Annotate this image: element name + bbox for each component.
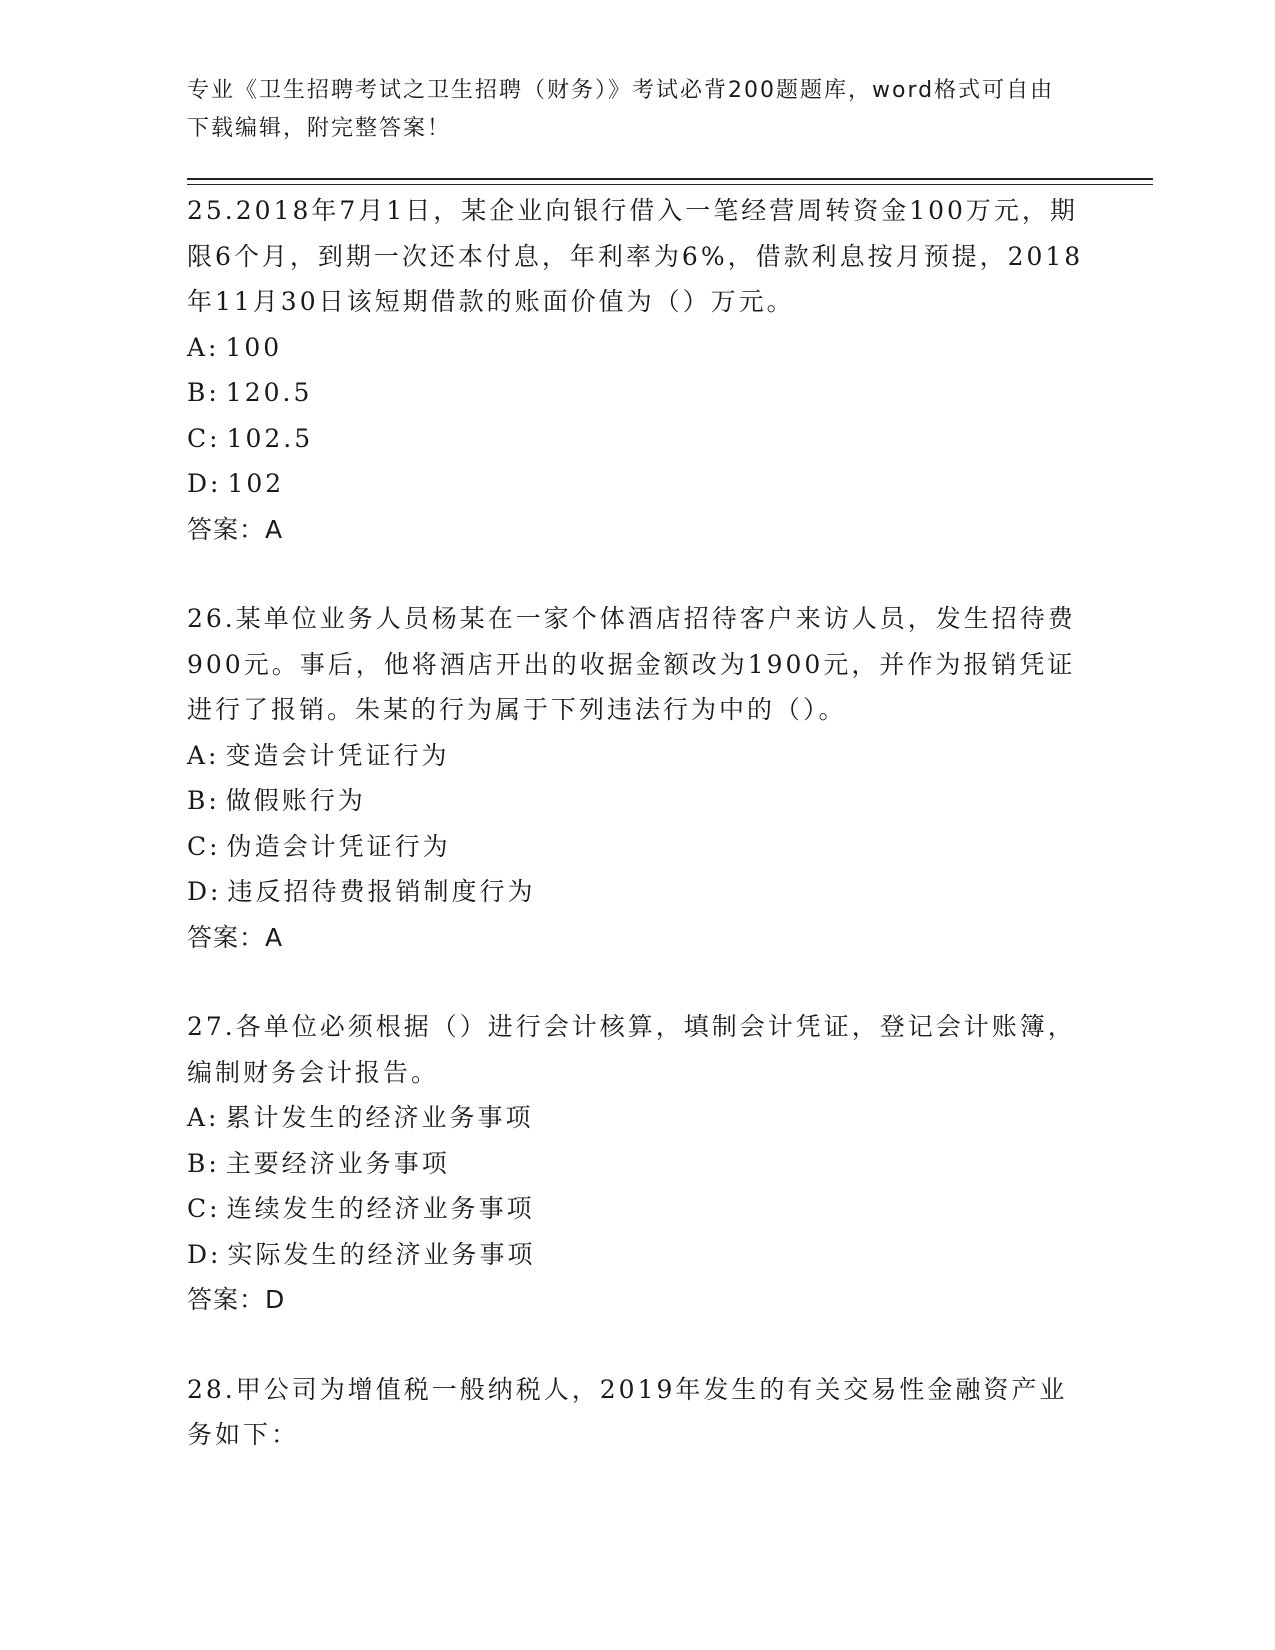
option-a: [187, 733, 1087, 779]
option-letter: C:: [187, 831, 221, 861]
header-divider-thick: [187, 178, 1153, 180]
option-text: 连续发生的经济业务事项: [226, 1194, 535, 1223]
question-26: [187, 596, 1087, 960]
option-text: 伪造会计凭证行为: [226, 831, 451, 861]
question-stem: 27.各单位必须根据（）进行会计核算，填制会计凭证，登记会计账簿，编制财务会计报告。: [187, 1012, 1076, 1087]
option-text: 100: [225, 332, 283, 362]
option-b: [187, 778, 1087, 824]
option-letter: C:: [187, 1194, 221, 1223]
option-letter: A:: [187, 740, 220, 770]
header-divider-thin: [187, 184, 1153, 185]
option-text: 102.5: [226, 423, 314, 453]
option-d: [187, 1232, 1087, 1278]
option-text: 120.5: [225, 378, 313, 407]
question-stem: 26.某单位业务人员杨某在一家个体酒店招待客户来访人员，发生招待费900元。事后，他将酒店开出的收据金额改为1900元，并作为报销凭证进行了报销。朱某的行为属于下列违法行为中的（）。: [187, 604, 1076, 724]
option-letter: C:: [187, 423, 221, 453]
option-d: [187, 869, 1087, 915]
answer-line: 答案：A: [187, 922, 284, 952]
option-text: 做假账行为: [225, 786, 366, 815]
question-28: [187, 1367, 1087, 1458]
option-letter: B:: [187, 1148, 220, 1178]
option-text: 违反招待费报销制度行为: [227, 877, 536, 906]
option-a: [187, 325, 1087, 371]
answer-line: 答案：A: [187, 514, 284, 544]
option-c: [187, 1186, 1087, 1232]
option-letter: D:: [187, 877, 222, 906]
option-text: 变造会计凭证行为: [225, 740, 450, 770]
option-c: [187, 416, 1087, 462]
question-stem: 28.甲公司为增值税一般纳税人，2019年发生的有关交易性金融资产业务如下：: [187, 1374, 1068, 1449]
question-list: [187, 188, 1087, 1502]
option-letter: B:: [187, 378, 220, 407]
option-letter: D:: [187, 469, 222, 498]
document-header: 专业《卫生招聘考试之卫生招聘（财务）》考试必背200题题库，word格式可自由下载编辑，附完整答案！: [187, 78, 1055, 141]
option-letter: B:: [187, 786, 220, 815]
question-27: [187, 1004, 1087, 1323]
option-c: [187, 824, 1087, 870]
option-a: [187, 1095, 1087, 1141]
question-stem: 25.2018年7月1日，某企业向银行借入一笔经营周转资金100万元，期限6个月，到期一次还本付息，年利率为6%，借款利息按月预提，2018年11月30日该短期借款的账面价值为（）万元。: [187, 196, 1084, 316]
option-text: 主要经济业务事项: [225, 1148, 450, 1178]
option-text: 累计发生的经济业务事项: [225, 1103, 534, 1132]
option-text: 102: [227, 469, 285, 498]
option-letter: A:: [187, 1103, 220, 1132]
option-b: [187, 1141, 1087, 1187]
option-b: [187, 370, 1087, 416]
option-text: 实际发生的经济业务事项: [227, 1239, 536, 1269]
option-letter: A:: [187, 332, 220, 362]
option-d: [187, 461, 1087, 507]
option-letter: D:: [187, 1239, 222, 1269]
answer-line: 答案：D: [187, 1285, 286, 1314]
question-25: [187, 188, 1087, 552]
